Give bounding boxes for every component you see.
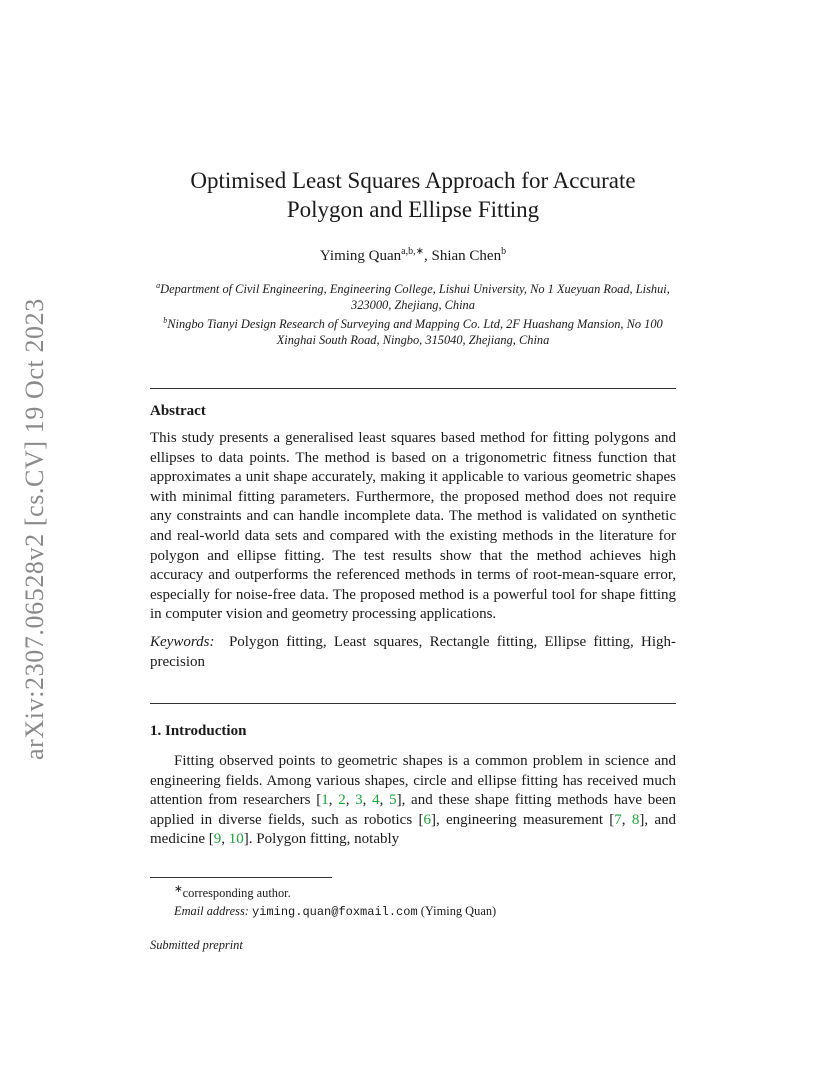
keywords-paragraph — [150, 633, 676, 672]
affiliation-mark: b — [163, 316, 168, 326]
citation-link[interactable]: 4 — [372, 792, 380, 809]
affiliations — [150, 278, 676, 348]
footnote-rule — [150, 877, 332, 878]
citation-link[interactable]: 1 — [321, 792, 329, 809]
arxiv-identifier: arXiv:2307.06528v2 [cs.CV] 19 Oct 2023 — [20, 298, 49, 760]
affiliation-mark: a — [156, 281, 161, 290]
abstract-bottom-rule — [150, 703, 676, 704]
author-name: Yiming Quan — [319, 248, 402, 264]
intro-text: ], and medicine [ — [150, 811, 677, 848]
citation-link[interactable]: 8 — [631, 811, 640, 828]
intro-text: ], engineering measurement [ — [430, 811, 615, 828]
affiliation-b — [150, 313, 676, 348]
citation-link[interactable]: 2 — [338, 792, 346, 809]
title-line-1: Optimised Least Squares Approach for Accurate — [190, 168, 636, 193]
section-heading: 1. Introduction — [150, 723, 247, 739]
abstract-top-rule — [150, 388, 676, 389]
affiliation-text: Ningbo Tianyi Design Research of Surveying and Mapping Co. Ltd, 2F Huashang Mansion, No 100 Xinghai South Road, Ningbo, 315040, Zhejiang, China — [167, 317, 663, 348]
author-name: Shian Chen — [431, 248, 502, 264]
citation-link[interactable]: 3 — [355, 792, 363, 809]
email-label: Email address: — [174, 904, 249, 919]
citation-link[interactable]: 10 — [228, 831, 244, 848]
intro-text: Fitting observed points to geometric shapes is a common problem in science and engineering fields. Among various shapes, circle and ellipse fitting has received much attention from researchers [ — [150, 753, 676, 809]
footnote — [150, 881, 676, 921]
abstract-heading: Abstract — [150, 403, 206, 419]
abstract-body — [150, 429, 676, 672]
abstract-text: This study presents a generalised least squares based method for fitting polygons and ellipses to data points. The method is based on a trigonometric fitness function that approximates a unit shape accurately, making it applicable to various geometric shapes with minimal fitting parameters. Furthermore, the proposed method does not require any constraints and can handle incomplete data. The method is validated on synthetic and real-world data sets and compared with the existing methods in the literature for polygon and ellipse fitting. The test results show that the method achieves high accuracy and outperforms the referenced methods in terms of root-mean-square error, especially for noise-free data. The proposed method is a powerful tool for shape fitting in computer vision and geometry processing applications. — [150, 430, 676, 623]
footnote-email — [150, 902, 676, 921]
citation-link[interactable]: 7 — [614, 811, 622, 828]
keywords-label: Keywords: — [150, 633, 215, 650]
paper-title — [150, 166, 676, 224]
footnote-mark: ∗ — [174, 884, 183, 895]
author-list — [150, 246, 676, 265]
submission-note: Submitted preprint — [150, 938, 243, 952]
intro-text: ], and these shape fitting methods have been applied in diverse fields, such as robotics [ — [150, 792, 677, 828]
author-affiliation-mark: b — [501, 246, 507, 257]
author-separator: , — [423, 248, 432, 264]
email-address[interactable]: yiming.quan@foxmail.com — [252, 905, 418, 920]
title-line-2: Polygon and Ellipse Fitting — [286, 197, 540, 222]
citation-link[interactable]: 9 — [213, 831, 222, 848]
citation-link[interactable]: 5 — [389, 792, 397, 809]
introduction-paragraph: Fitting observed points to geometric shapes is a common problem in science and engineering fields. Among various shapes, circle and ellipse fitting has received much attention from researchers [1, 2, 3, 4, 5], and these shape fitting methods have been applied in diverse fields, such as robotics [6], engineering measurement [7, 8], and medicine [9, 10]. Polygon fitting, notably — [150, 753, 677, 848]
footnote-text: corresponding author. — [182, 886, 291, 901]
citation-link[interactable]: 6 — [423, 811, 431, 828]
email-owner: (Yiming Quan) — [420, 904, 497, 919]
keywords-text: Polygon fitting, Least squares, Rectangle fitting, Ellipse fitting, High-precision — [150, 633, 677, 670]
author-affiliation-mark: a,b,∗ — [401, 246, 424, 257]
affiliation-a — [150, 278, 676, 313]
affiliation-text: Department of Civil Engineering, Engineering College, Lishui University, No 1 Xueyuan Road, Lishui, 323000, Zhejiang, China — [160, 282, 670, 313]
footnote-corresponding — [150, 881, 676, 902]
introduction-body — [150, 752, 676, 850]
intro-text: ]. Polygon fitting, notably — [243, 831, 400, 848]
